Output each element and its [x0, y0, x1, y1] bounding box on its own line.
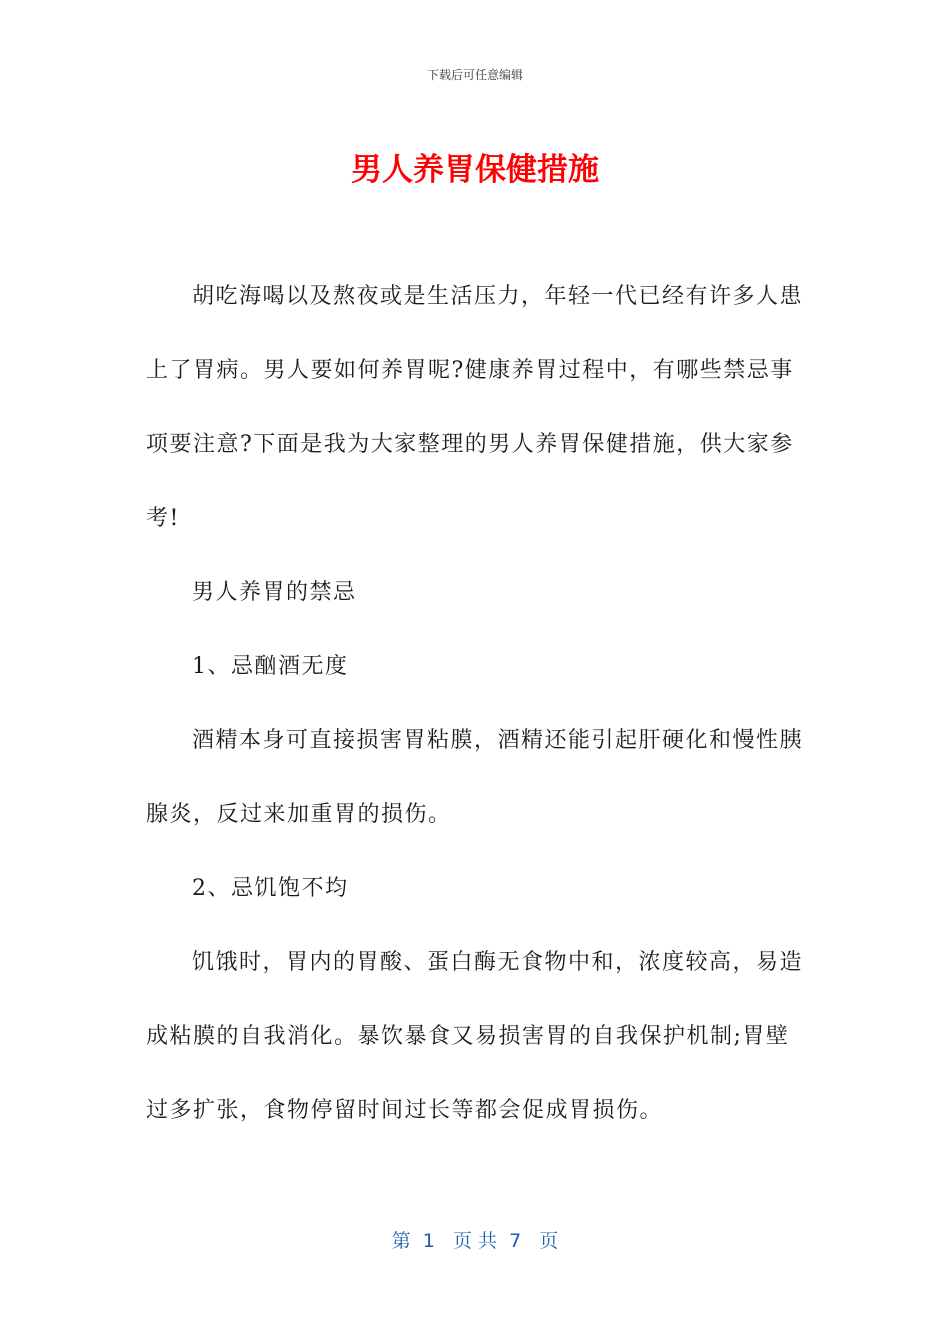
- document-title: 男人养胃保健措施: [351, 152, 599, 188]
- page-number-footer: 第 1 页 共 7 页: [391, 1230, 559, 1252]
- paragraph-item-2: 饥饿时，胃内的胃酸、蛋白酶无食物中和，浓度较高，易造成粘膜的自我消化。暴饮暴食又易损害胃的自我保护机制;胃壁过多扩张，食物停留时间过长等都会促成胃损伤。: [146, 950, 804, 1123]
- header-note: 下载后可任意编辑: [426, 68, 523, 82]
- paragraph-intro: 胡吃海喝以及熬夜或是生活压力，年轻一代已经有许多人患上了胃病。男人要如何养胃呢?健康养胃过程中，有哪些禁忌事项要注意?下面是我为大家整理的男人养胃保健措施，供大家参考!: [146, 284, 804, 531]
- item-heading-1: 1、忌酗酒无度: [192, 654, 349, 679]
- document-body: [146, 260, 806, 1148]
- item-heading-2: 2、忌饥饱不均: [192, 876, 349, 901]
- section-heading: 男人养胃的禁忌: [192, 580, 357, 605]
- paragraph-item-1: 酒精本身可直接损害胃粘膜，酒精还能引起肝硬化和慢性胰腺炎，反过来加重胃的损伤。: [146, 728, 804, 827]
